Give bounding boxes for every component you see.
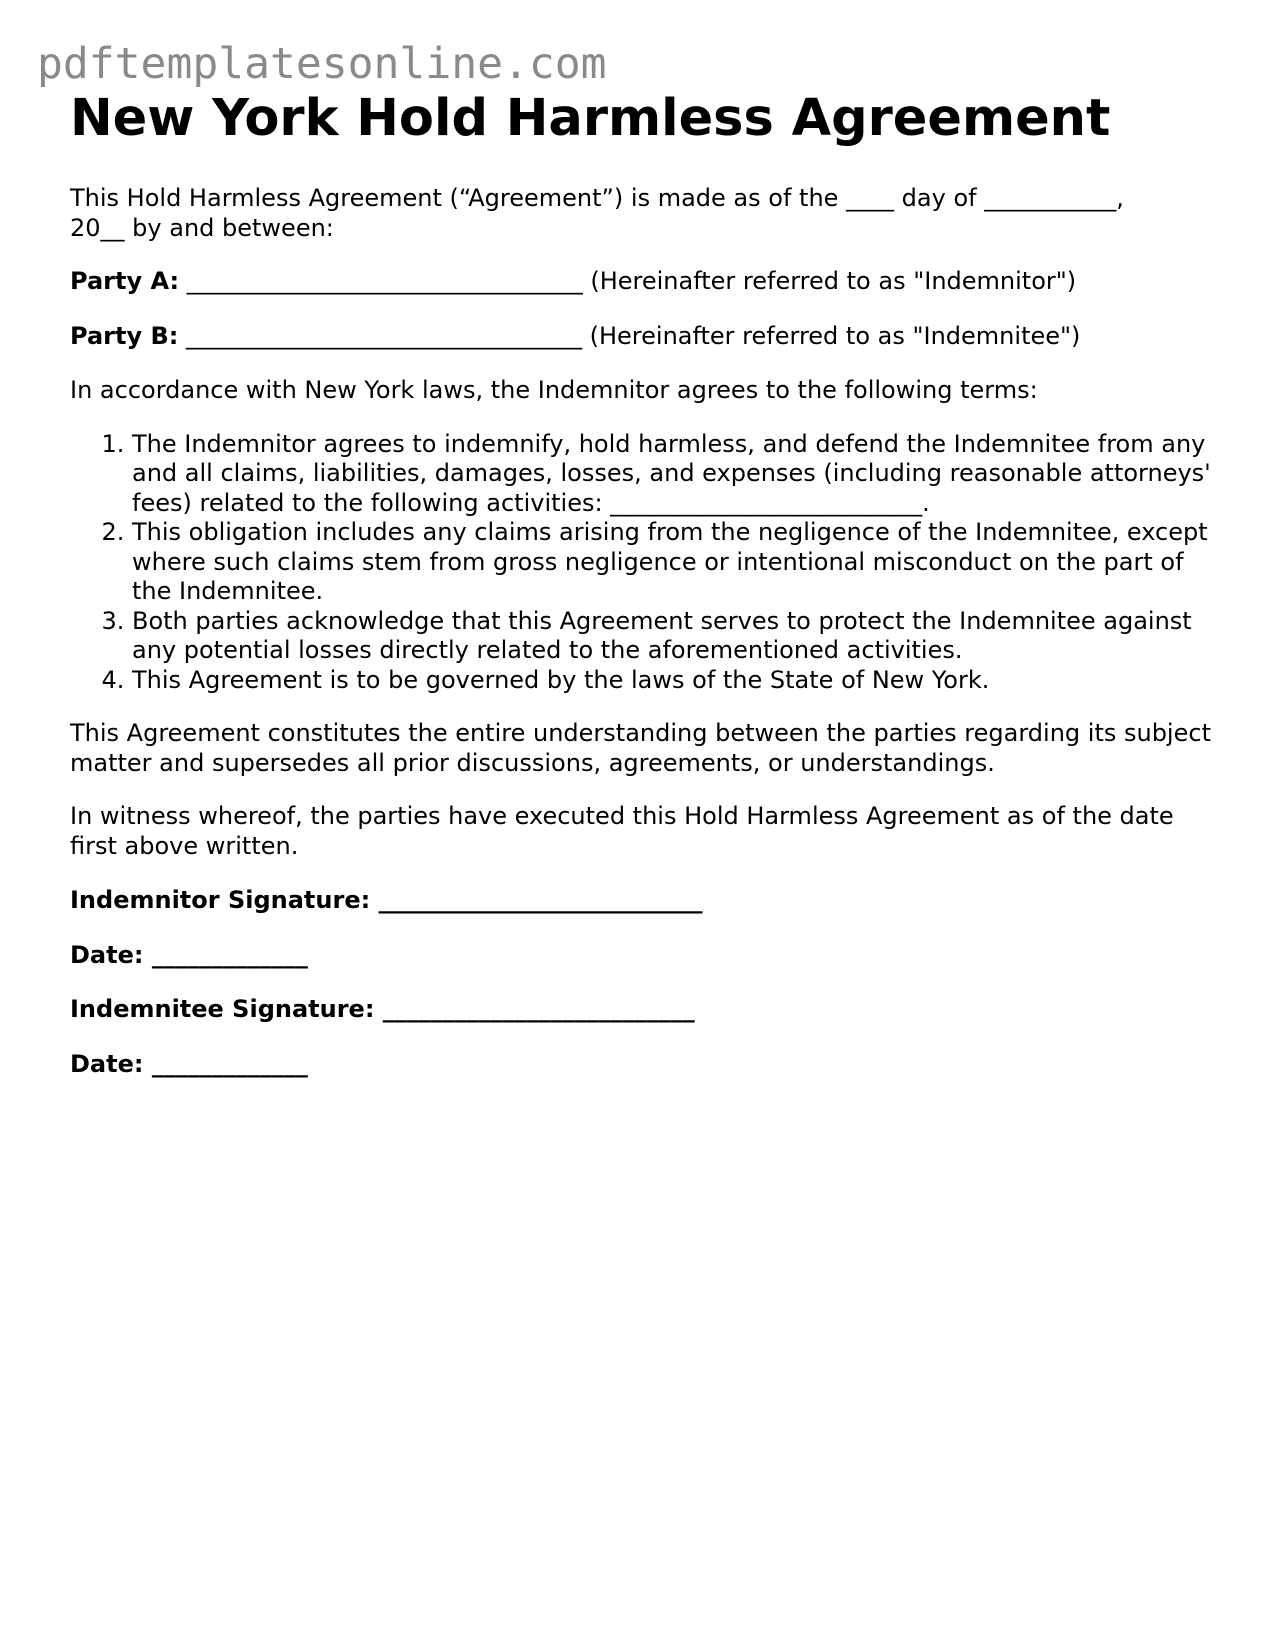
date-blank-1[interactable]: _____________ [143,940,308,969]
intro-line-2: 20__ by and between: [70,213,334,242]
date-blank-2[interactable]: _____________ [143,1049,308,1078]
date-line-2 [70,1050,1220,1080]
document-title: New York Hold Harmless Agreement [70,89,1111,148]
party-b-label: Party B: [70,321,179,350]
indemnitor-signature-label: Indemnitor Signature: [70,886,371,914]
term-item: 2. This obligation includes any claims arising from the negligence of the Indemnitee, except where such claims stem from gross negligence or intentional misconduct on the part of the Indemnitee. [132,518,1220,607]
party-a-label: Party A: [70,267,180,295]
party-b-line [70,322,1220,352]
term-item: 4. This Agreement is to be governed by the laws of the State of New York. [132,666,1220,696]
terms-lead: In accordance with New York laws, the Indemnitor agrees to the following terms: [70,376,1038,404]
date-line-1 [70,941,1220,971]
indemnitee-signature-blank[interactable]: __________________________ [374,995,695,1023]
date-label-2: Date: [70,1049,144,1078]
term-item: 3. Both parties acknowledge that this Agreement serves to protect the Indemnitee against any potential losses directly related to the aforementioned activities. [132,607,1220,666]
term-item: 1. The Indemnitor agrees to indemnify, hold harmless, and defend the Indemnitee from any and all claims, liabilities, damages, losses, and expenses (including reasonable attorneys' fees) related to the following activities: __________________________. [132,430,1220,519]
terms-list [70,430,1220,696]
indemnitor-signature-line [70,886,1220,916]
party-b-role: (Hereinafter referred to as "Indemnitee") [581,321,1081,350]
date-label-1: Date: [70,940,144,969]
watermark: pdftemplatesonline.com [37,39,607,89]
party-b-blank[interactable]: _________________________________ [178,321,582,350]
indemnitee-signature-label: Indemnitee Signature: [70,995,375,1023]
intro-line-1: This Hold Harmless Agreement (“Agreement”) is made as of the ____ day of ___________, [70,184,1124,212]
indemnitee-signature-line [70,995,1220,1025]
witness-paragraph: In witness whereof, the parties have executed this Hold Harmless Agreement as of the date first above written. [70,802,1174,860]
party-a-line [70,267,1220,297]
intro-paragraph [70,184,1220,243]
document-body [70,86,1220,1079]
indemnitor-signature-blank[interactable]: ___________________________ [370,886,703,914]
party-a-role: (Hereinafter referred to as "Indemnitor") [582,267,1077,295]
entire-agreement-paragraph: This Agreement constitutes the entire understanding between the parties regarding its subject matter and supersedes all prior discussions, agreements, or understandings. [70,719,1211,777]
party-a-blank[interactable]: _________________________________ [179,267,583,295]
